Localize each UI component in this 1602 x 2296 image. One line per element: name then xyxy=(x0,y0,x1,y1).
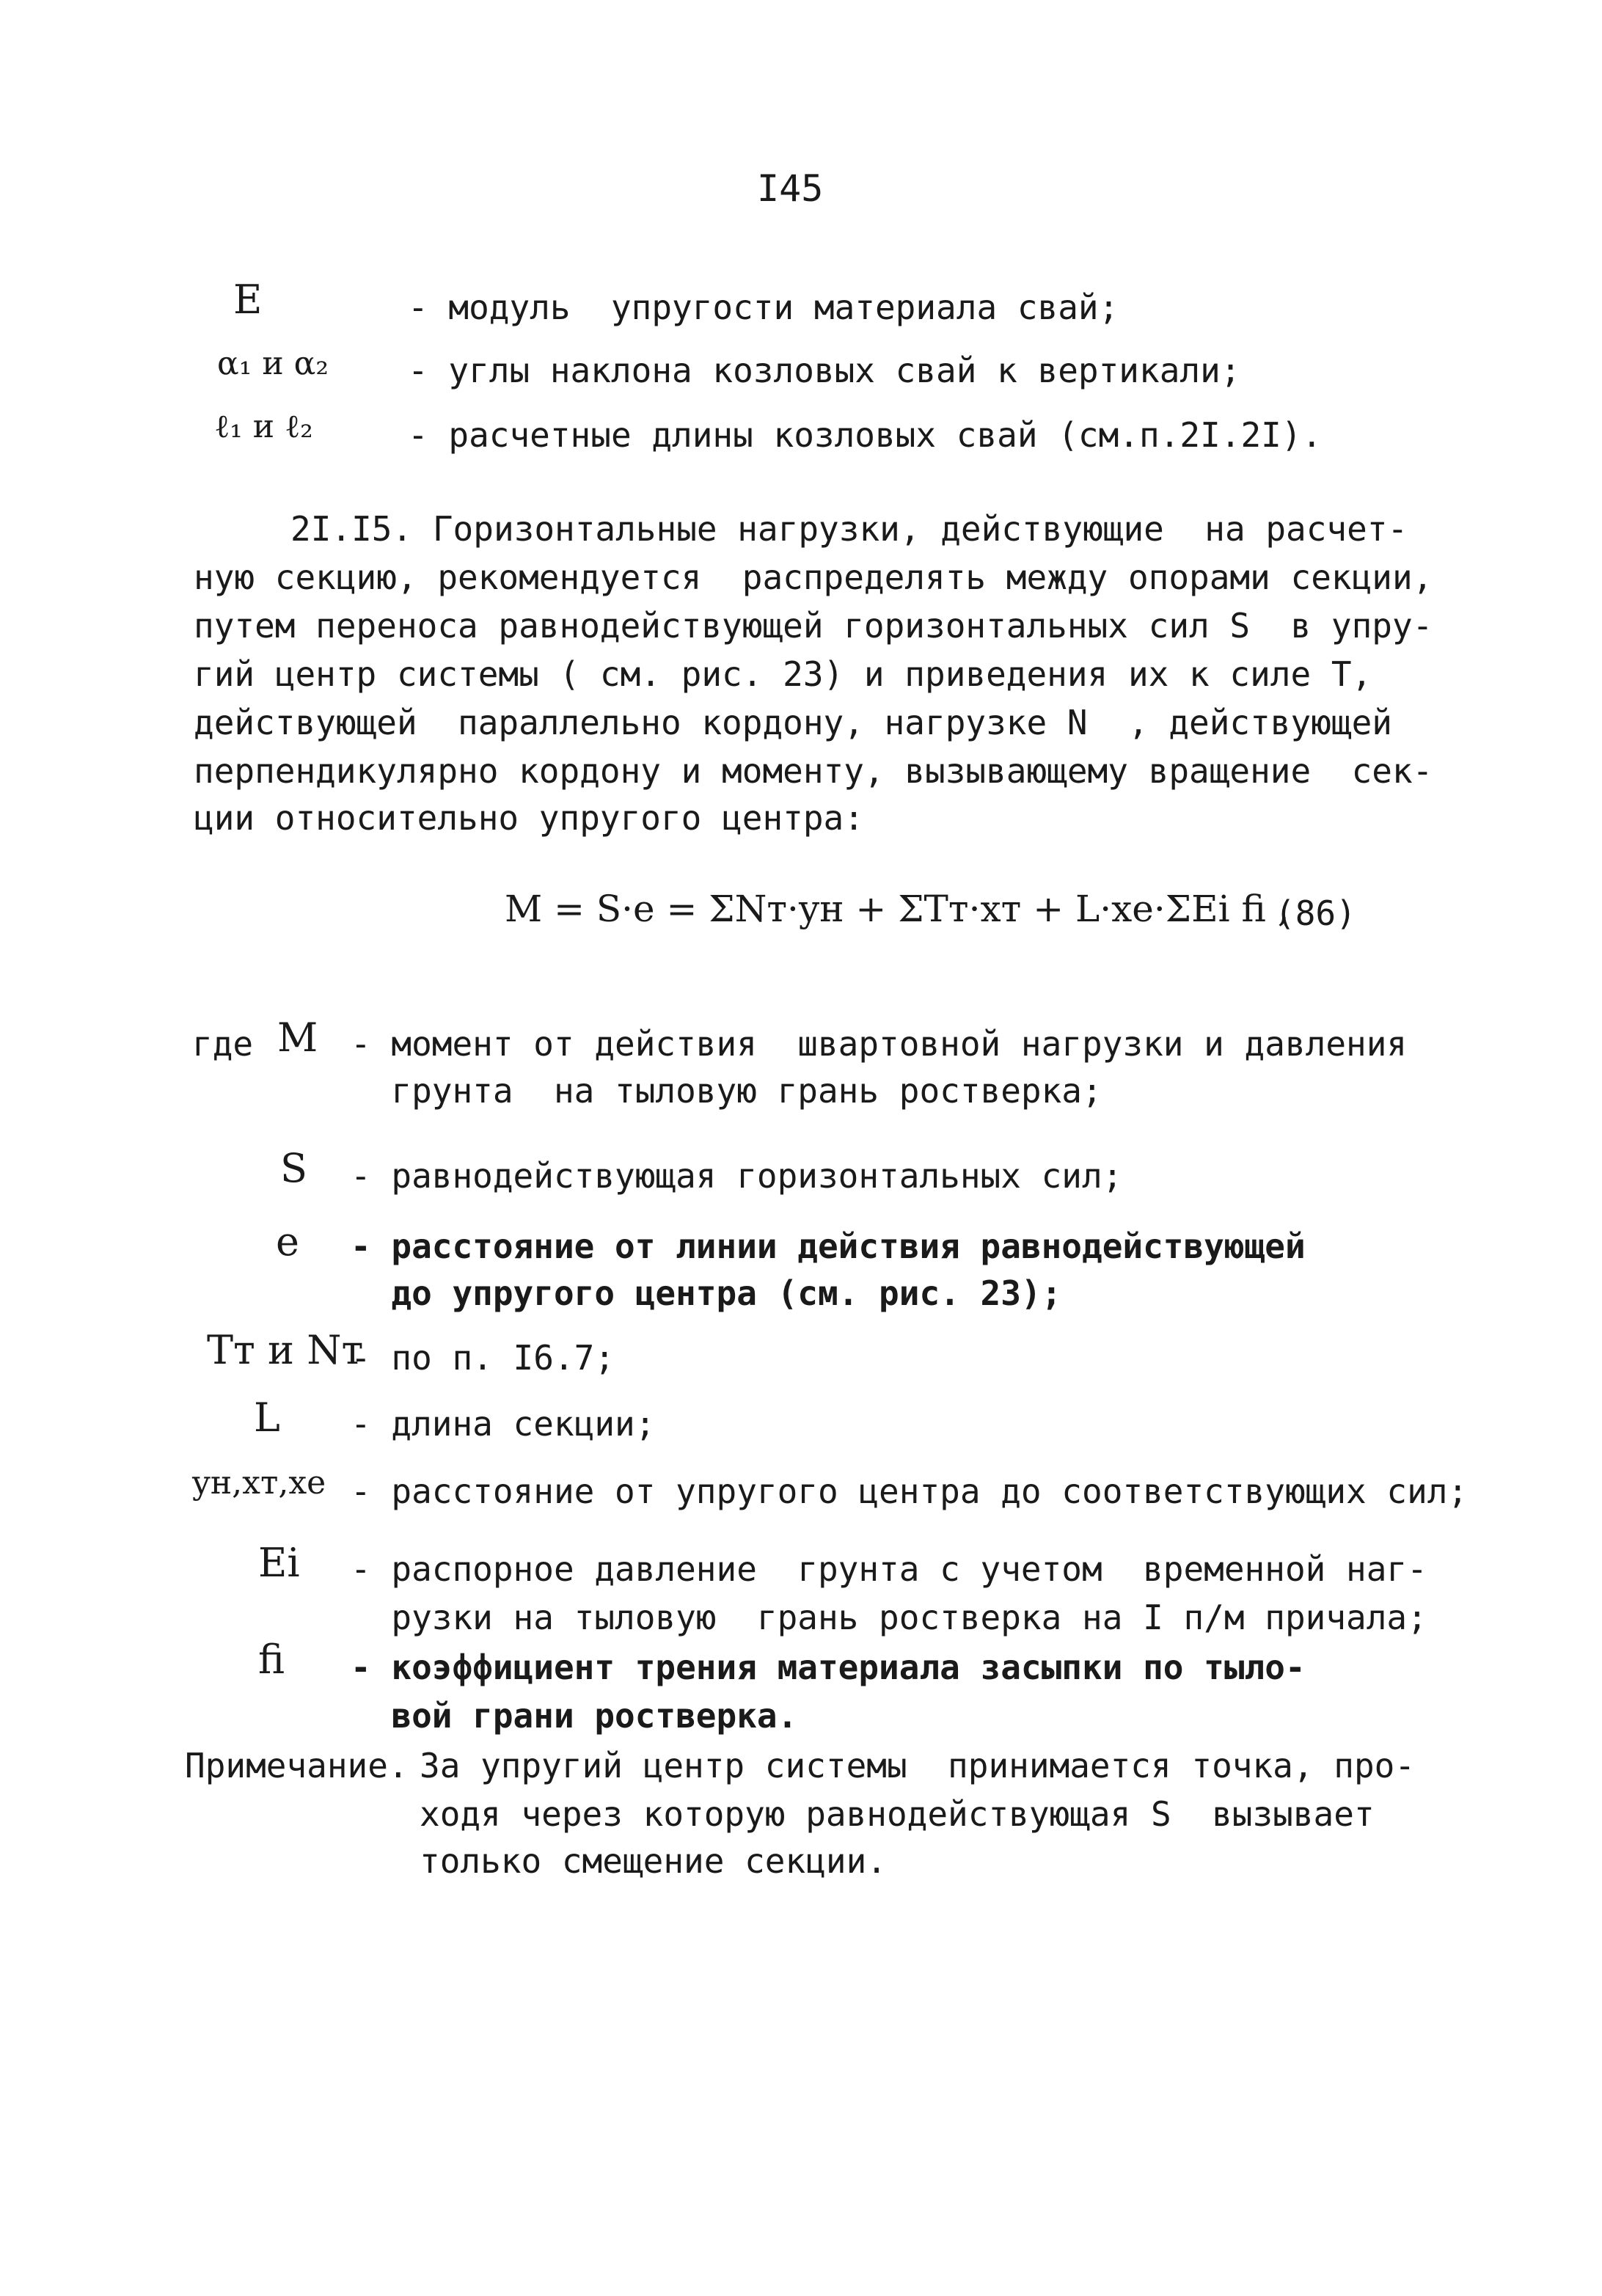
paragraph-line: ную секцию, рекомендуется распределять между опорами секции, xyxy=(194,557,1433,597)
symbol-E: E xyxy=(233,277,263,323)
def-symbol: L xyxy=(254,1394,280,1441)
def-line: - по п. I6.7; xyxy=(351,1338,615,1378)
page-number: I45 xyxy=(757,167,824,210)
paragraph-line: ции относительно упругого центра: xyxy=(194,798,864,838)
paragraph-line: путем переноса равнодействующей горизонтальных сил S в упру- xyxy=(194,606,1433,646)
note-line: ходя через которую равнодействующая S вызывает xyxy=(420,1794,1375,1834)
note-line: только смещение секции. xyxy=(420,1841,887,1881)
def-symbol: S xyxy=(280,1145,307,1191)
paragraph-line: гий центр системы ( см. рис. 23) и приведения их к силе Т, xyxy=(194,654,1372,694)
def-line: - расстояние от линии действия равнодействующей xyxy=(351,1226,1306,1266)
def-symbol: Тт и Nт xyxy=(207,1327,364,1373)
def-symbol: M xyxy=(277,1014,318,1061)
paragraph-line: 2I.I5. Горизонтальные нагрузки, действующие на расчет- xyxy=(290,509,1408,549)
def-line: - равнодействующая горизонтальных сил; xyxy=(351,1156,1123,1196)
def-symbol: yн,xт,xe xyxy=(192,1464,326,1502)
where-label: где xyxy=(192,1024,254,1064)
def-line: грунта на тыловую грань ростверка; xyxy=(351,1071,1102,1111)
paragraph-line: действующей параллельно кордону, нагрузке N , действующей xyxy=(194,703,1392,742)
symbol-def-text: - расчетные длины козловых свай (см.п.2I.2I). xyxy=(408,415,1323,455)
symbol-alpha: α₁ и α₂ xyxy=(217,345,329,382)
def-line: - момент от действия швартовной нагрузки и давления xyxy=(351,1024,1408,1064)
def-line: - распорное давление грунта с учетом временной наг- xyxy=(351,1549,1427,1589)
symbol-def-text: - углы наклона козловых свай к вертикали; xyxy=(408,351,1241,390)
formula: M = S·e = ΣNт·yн + ΣTт·xт + L·xe·ΣEi fi , xyxy=(505,888,1290,930)
note-label: Примечание. xyxy=(185,1746,409,1785)
note-line: За упругий центр системы принимается точка, про- xyxy=(420,1746,1416,1785)
def-line: - расстояние от упругого центра до соответствующих сил; xyxy=(351,1471,1468,1511)
def-line: рузки на тыловую грань ростверка на I п/м причала; xyxy=(351,1598,1427,1637)
def-symbol: fi xyxy=(258,1637,285,1683)
def-line: - коэффициент трения материала засыпки по тыло- xyxy=(351,1648,1306,1687)
def-line: до упругого центра (см. рис. 23); xyxy=(351,1273,1062,1313)
def-symbol: e xyxy=(276,1218,299,1265)
def-line: вой грани ростверка. xyxy=(351,1696,798,1736)
symbol-l: ℓ₁ и ℓ₂ xyxy=(214,408,313,445)
paragraph-line: перпендикулярно кордону и моменту, вызывающему вращение сек- xyxy=(194,751,1433,791)
def-symbol: Ei xyxy=(258,1540,300,1586)
symbol-def-text: - модуль упругости материала свай; xyxy=(408,288,1119,327)
formula-number: (86) xyxy=(1275,893,1356,933)
def-line: - длина секции; xyxy=(351,1404,656,1444)
